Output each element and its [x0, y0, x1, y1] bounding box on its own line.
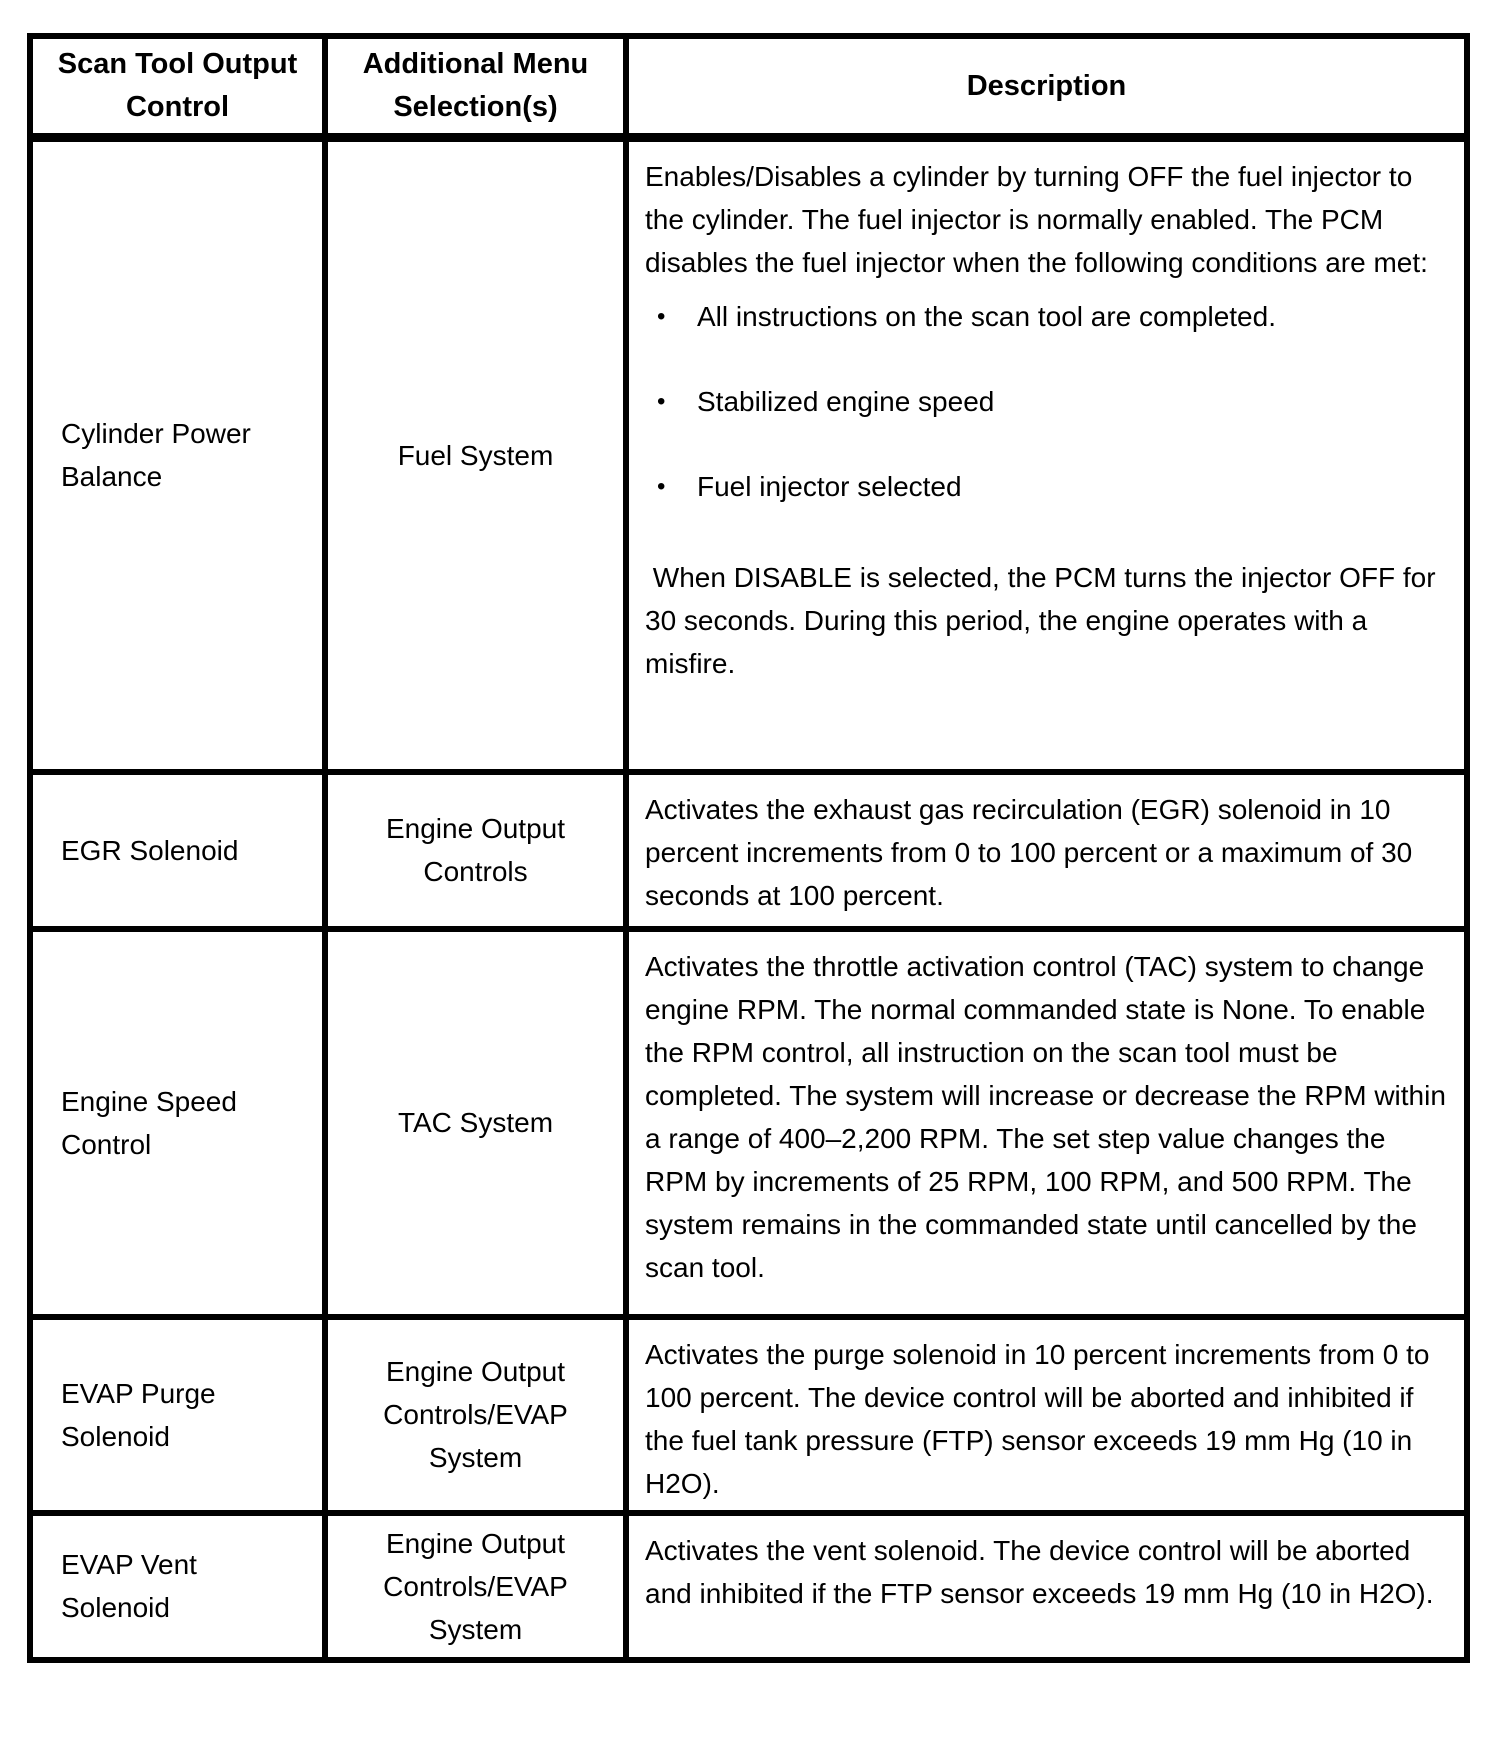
- description-outro-paragraph: When DISABLE is selected, the PCM turns the injector OFF for 30 seconds. During this period, the engine operates with a misfire.: [645, 562, 1444, 679]
- bullet-icon: •: [657, 473, 666, 500]
- header-additional-menu-selections: Additional Menu Selection(s): [325, 36, 626, 138]
- menu-selection-cell: Fuel System: [325, 138, 626, 772]
- bullet-item: [645, 465, 1446, 508]
- description-paragraph: Activates the vent solenoid. The device control will be aborted and inhibited if the FTP sensor exceeds 19 mm Hg (10 in H2O).: [645, 1534, 1434, 1609]
- menu-selection-cell: Engine Output Controls/EVAP System: [325, 1317, 626, 1513]
- bullet-icon: •: [657, 303, 666, 330]
- menu-selection-cell: Engine Output Controls/EVAP System: [325, 1513, 626, 1660]
- header-row: [30, 36, 1467, 138]
- control-name-cell: Engine Speed Control: [30, 929, 325, 1317]
- bullet-text: Fuel injector selected: [697, 471, 962, 502]
- menu-selection-cell: Engine Output Controls: [325, 772, 626, 929]
- description-cell: [626, 1513, 1467, 1660]
- table-row-engine-speed-control: [30, 929, 1467, 1317]
- control-name-cell: EVAP Purge Solenoid: [30, 1317, 325, 1513]
- description-cell: [626, 1317, 1467, 1513]
- control-name-cell: EVAP Vent Solenoid: [30, 1513, 325, 1660]
- scan-tool-output-control-table: [27, 33, 1470, 1663]
- bullet-list: [645, 295, 1446, 508]
- description-paragraph: Activates the exhaust gas recirculation (EGR) solenoid in 10 percent increments from 0 to 100 percent or a maximum of 30 seconds at 100 percent.: [645, 793, 1421, 911]
- control-name-cell: Cylinder Power Balance: [30, 138, 325, 772]
- table-row-cylinder-power-balance: [30, 138, 1467, 772]
- description-paragraph: Activates the throttle activation control (TAC) system to change engine RPM. The normal commanded state is None. To enable the RPM control, all instruction on the scan tool must be completed. The system will increase or decrease the RPM within a range of 400–2,200 RPM. The set step value changes the RPM by increments of 25 RPM, 100 RPM, and 500 RPM. The system remains in the commanded state until cancelled by the scan tool.: [645, 950, 1454, 1283]
- bullet-icon: •: [657, 388, 666, 415]
- table-row-evap-purge-solenoid: [30, 1317, 1467, 1513]
- control-name-cell: EGR Solenoid: [30, 772, 325, 929]
- header-scan-tool-output-control: Scan Tool Output Control: [30, 36, 325, 138]
- description-cell: [626, 772, 1467, 929]
- bullet-item: [645, 295, 1446, 338]
- menu-selection-cell: TAC System: [325, 929, 626, 1317]
- bullet-text: Stabilized engine speed: [697, 386, 995, 417]
- table-row-egr-solenoid: [30, 772, 1467, 929]
- description-cell: [626, 138, 1467, 772]
- description-paragraph: Activates the purge solenoid in 10 percent increments from 0 to 100 percent. The device control will be aborted and inhibited if the fuel tank pressure (FTP) sensor exceeds 19 mm Hg (10 in H2O).: [645, 1338, 1438, 1499]
- description-intro-paragraph: Enables/Disables a cylinder by turning OFF the fuel injector to the cylinder. The fuel injector is normally enabled. The PCM disables the fuel injector when the following conditions are met:: [645, 161, 1428, 278]
- description-cell: [626, 929, 1467, 1317]
- header-description: Description: [626, 36, 1467, 138]
- table-row-evap-vent-solenoid: [30, 1513, 1467, 1660]
- bullet-text: All instructions on the scan tool are completed.: [697, 301, 1276, 332]
- bullet-item: [645, 380, 1446, 423]
